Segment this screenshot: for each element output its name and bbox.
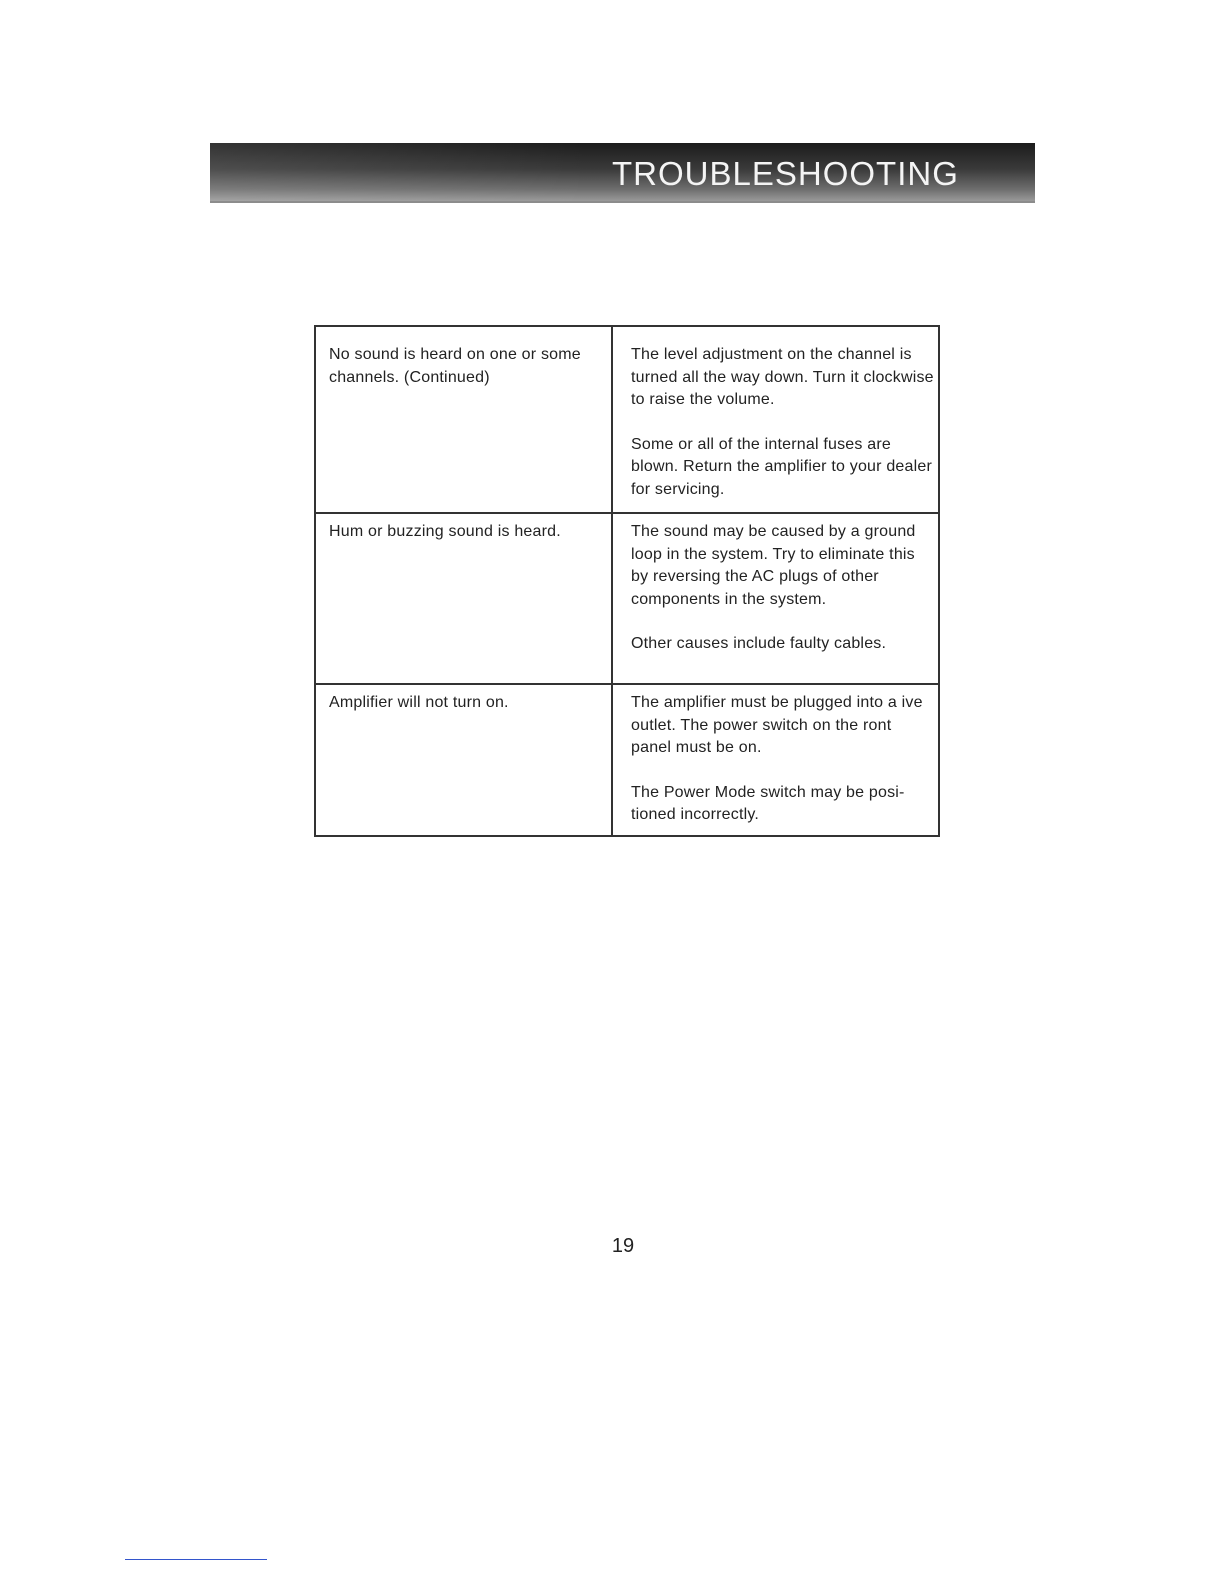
problem-cell: Hum or buzzing sound is heard. <box>315 513 612 684</box>
solution-cell <box>612 513 939 684</box>
solution-text: The amplifier must be plugged into a ive outlet. The power switch on the ront panel must be on. <box>631 694 923 756</box>
table-row <box>315 684 939 836</box>
footer-rule <box>125 1559 267 1560</box>
solution-text: The Power Mode switch may be posi-tioned incorrectly. <box>631 783 905 823</box>
problem-cell: Amplifier will not turn on. <box>315 684 612 836</box>
problem-cell: No sound is heard on one or some channels. (Continued) <box>315 326 612 513</box>
troubleshooting-table <box>314 325 940 837</box>
solution-text: The level adjustment on the channel is turned all the way down. Turn it clockwise to raise the volume. <box>631 346 934 408</box>
page-number: 19 <box>611 1235 635 1257</box>
solution-text: The sound may be caused by a ground loop in the system. Try to eliminate this by reversing the AC plugs of other components in the system. <box>631 523 916 608</box>
section-title: TROUBLESHOOTING <box>612 155 959 192</box>
table-row <box>315 326 939 513</box>
table-row <box>315 513 939 684</box>
solution-text: Other causes include faulty cables. <box>631 635 887 652</box>
solution-text: Some or all of the internal fuses are blown. Return the amplifier to your dealer for servicing. <box>631 435 932 498</box>
solution-cell <box>612 684 939 836</box>
solution-cell <box>612 326 939 513</box>
